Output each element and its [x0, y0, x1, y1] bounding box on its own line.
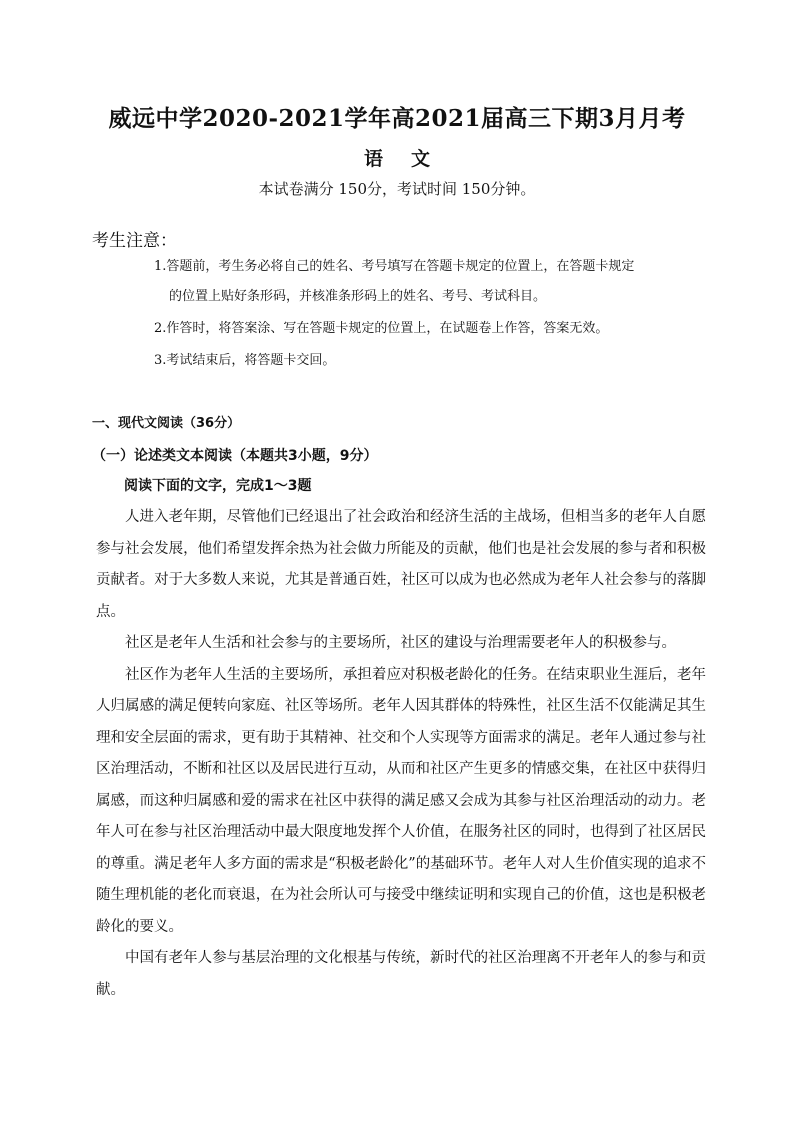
- exam-title: 威远中学2020-2021学年高2021届高三下期3月月考: [108, 105, 686, 132]
- passage-paragraph-4: 中国有老年人参与基层治理的文化根基与传统，新时代的社区治理离不开老年人的参与和贡献。: [96, 950, 706, 998]
- notice-item-1-line1: 1.答题前，考生务必将自己的姓名、考号填写在答题卡规定的位置上，在答题卡规定: [154, 259, 635, 274]
- passage-paragraph-3: 社区作为老年人生活的主要场所，承担着应对积极老龄化的任务。在结束职业生涯后，老年人归属感的满足便转向家庭、社区等场所。老年人因其群体的特殊性，社区生活不仅能满足其生理和安全层面的需求，更有助于其精神、社交和个人实现等方面需求的满足。老年人通过参与社区治理活动，不断和社区以及居民进行互动，从而和社区产生更多的情感交集，在社区中获得归属感，而这种归属感和爱的需求在社区中获得的满足感又会成为其参与社区治理活动的动力。老年人可在参与社区治理活动中最大限度地发挥个人价值，在服务社区的同时，也得到了社区居民的尊重。满足老年人多方面的需求是“积极老龄化”的基础环节。老年人对人生价值实现的追求不随生理机能的老化而衰退，在为社会所认可与接受中继续证明和实现自己的价值，这也是积极老龄化的要义。: [96, 666, 706, 935]
- passage-paragraph-1: 人进入老年期，尽管他们已经退出了社会政治和经济生活的主战场，但相当多的老年人自愿参与社会发展，他们希望发挥余热为社会做力所能及的贡献，他们也是社会发展的参与者和积极贡献者。对于大多数人来说，尤其是普通百姓，社区可以成为也必然成为老年人社会参与的落脚点。: [96, 509, 706, 620]
- notice-item-2-line1: 2.作答时，将答案涂、写在答题卡规定的位置上，在试题卷上作答，答案无效。: [154, 321, 609, 336]
- notice-item-1: [154, 252, 702, 312]
- exam-subject: 语文: [363, 148, 458, 170]
- notice-item-2: [154, 314, 702, 344]
- notice-item-3: [154, 346, 702, 376]
- reading-instruction: 阅读下面的文字，完成1～3题: [124, 478, 312, 494]
- exam-info: 本试卷满分 150分，考试时间 150分钟。: [258, 180, 536, 198]
- notice-item-1-line2: 的位置上贴好条形码，并核准条形码上的姓名、考号、考试科目。: [169, 289, 547, 304]
- notice-item-3-line1: 3.考试结束后，将答题卡交回。: [154, 353, 336, 368]
- passage-paragraph-2: 社区是老年人生活和社会参与的主要场所，社区的建设与治理需要老年人的积极参与。: [125, 635, 676, 651]
- section-heading: 一、现代文阅读（36分）: [92, 416, 241, 431]
- notice-title: 考生注意：: [92, 231, 177, 251]
- reading-passage: [96, 502, 706, 1006]
- section-subheading: （一）论述类文本阅读（本题共3小题，9分）: [92, 448, 378, 464]
